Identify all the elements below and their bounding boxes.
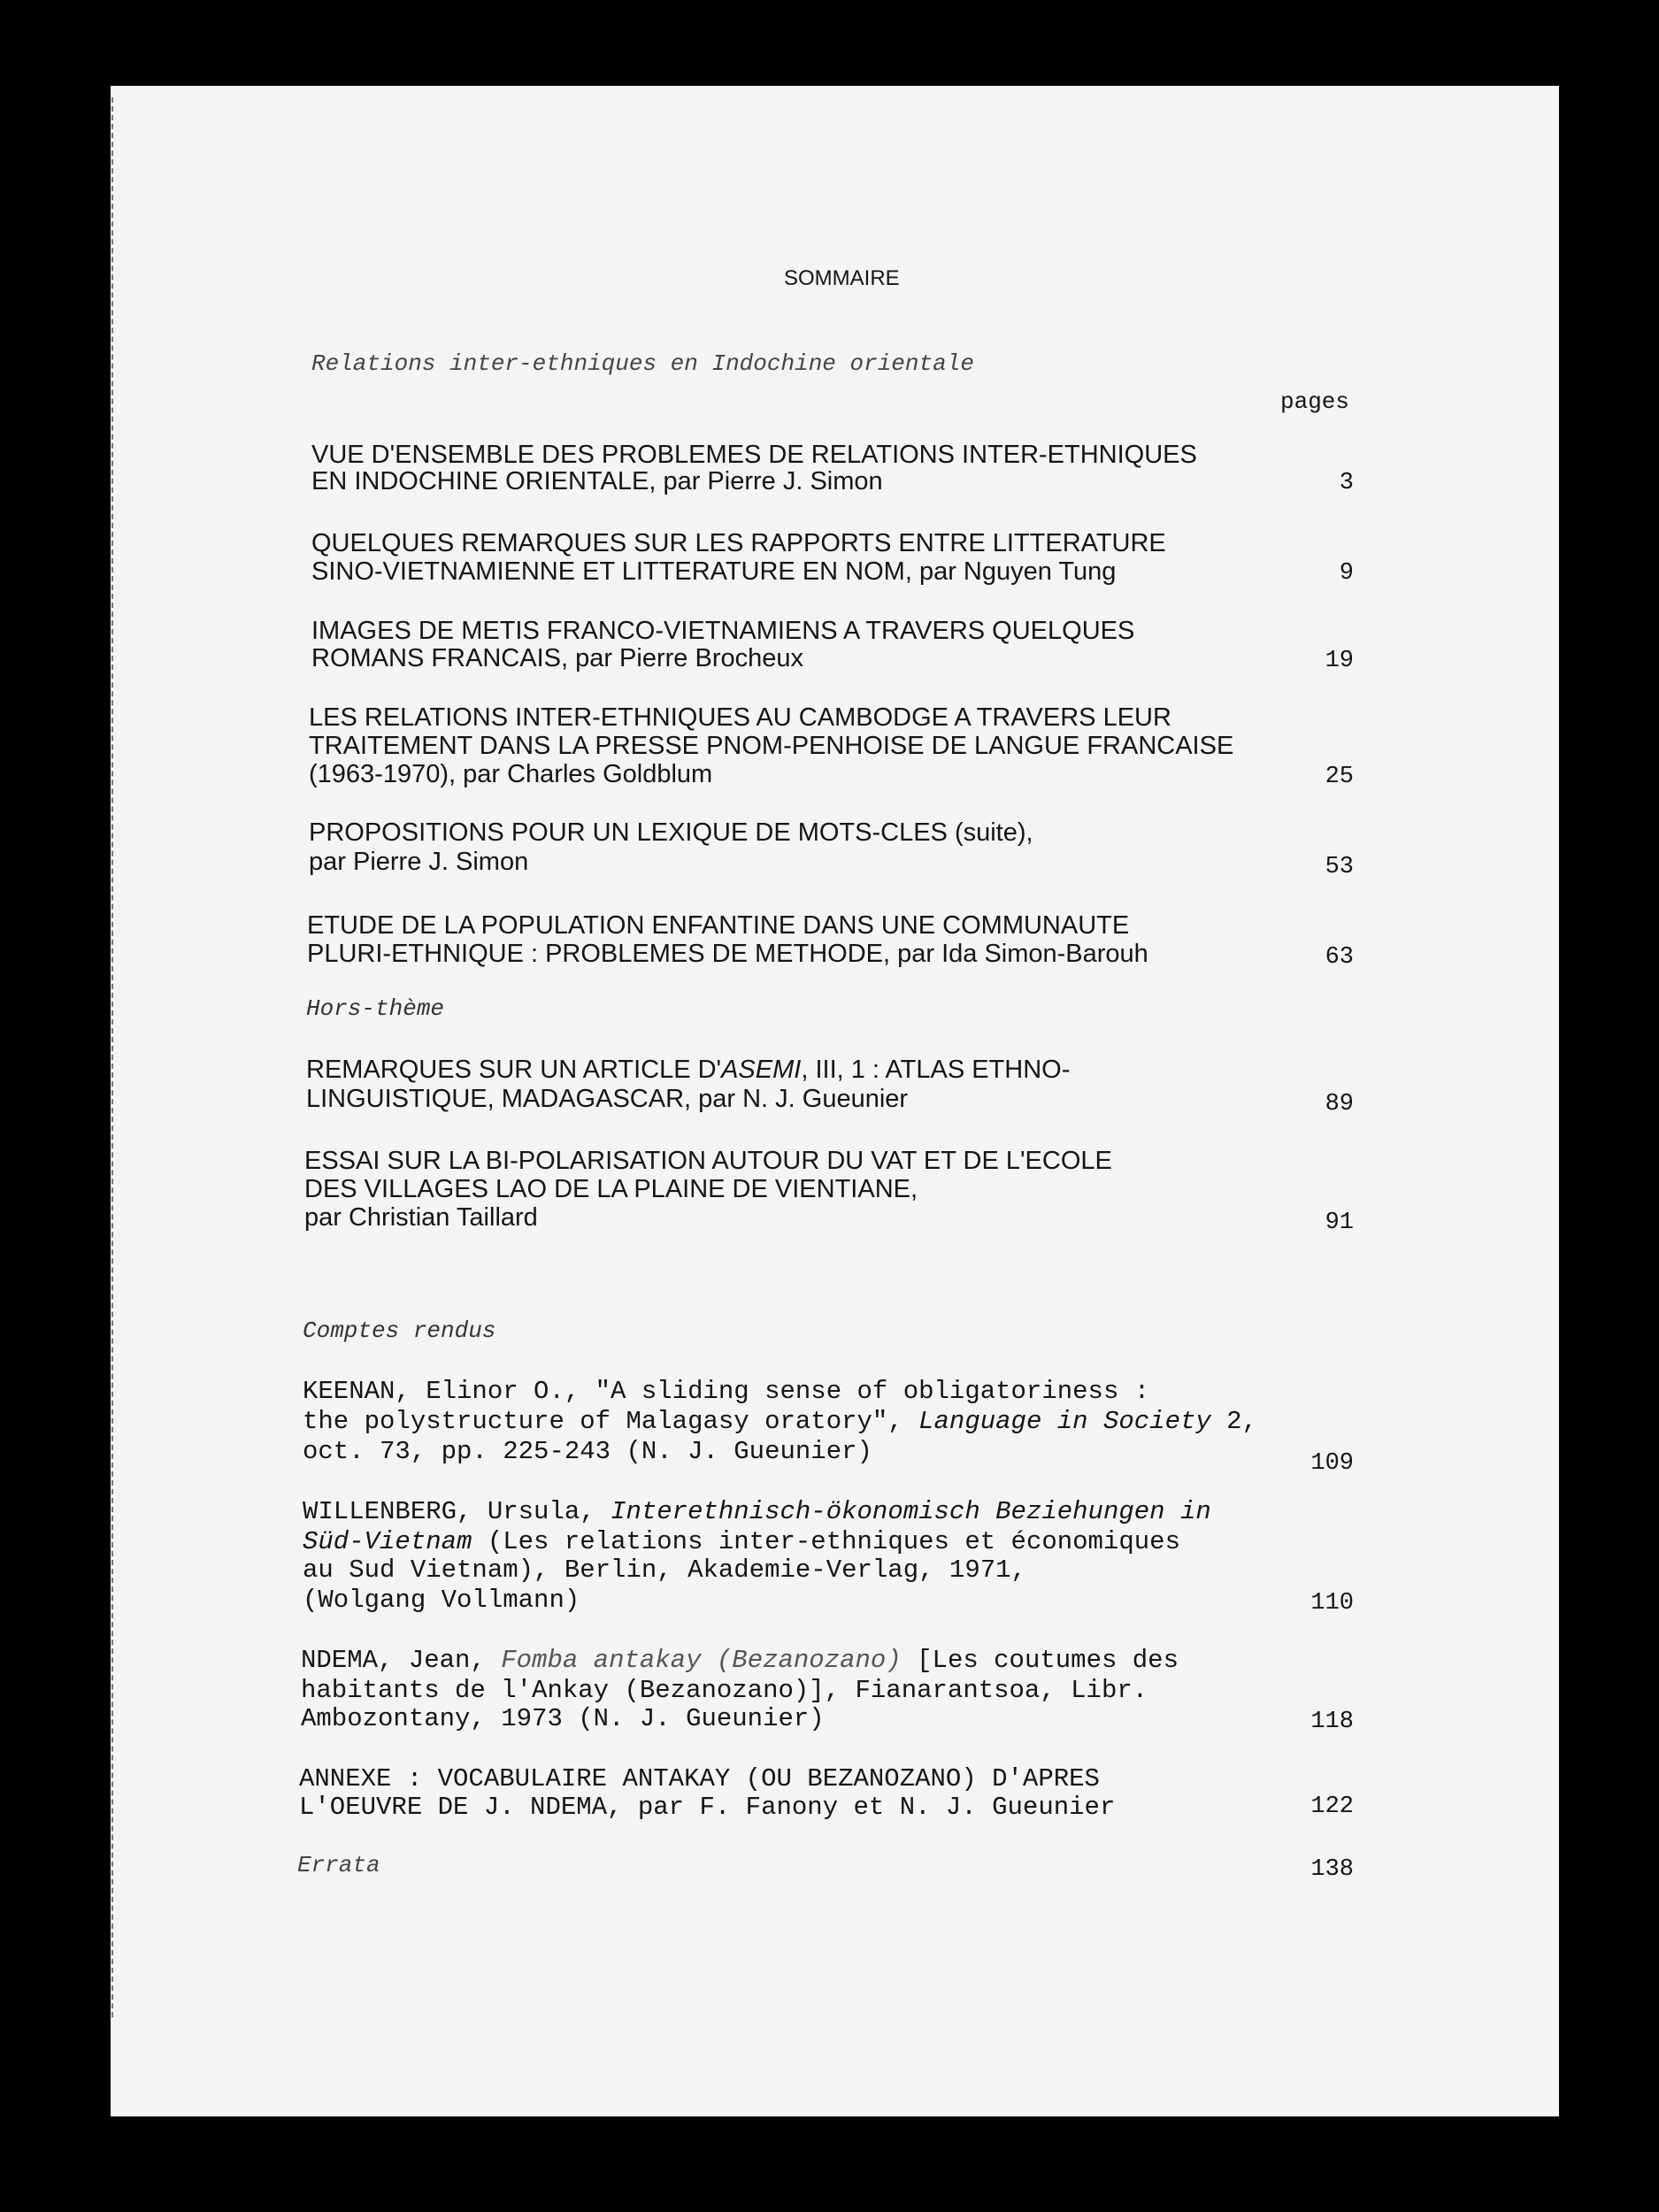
entry-line: VUE D'ENSEMBLE DES PROBLEMES DE RELATIONS INTER-ETHNIQUES: [311, 441, 1197, 469]
entry-line: DES VILLAGES LAO DE LA PLAINE DE VIENTIANE,: [304, 1175, 918, 1203]
entry-line: L'OEUVRE DE J. NDEMA, par F. Fanony et N. J. Gueunier: [299, 1793, 1116, 1822]
entry-line: Süd-Vietnam (Les relations inter-ethniques et économiques: [303, 1527, 1180, 1556]
page-number: 9: [1339, 560, 1354, 587]
entry-line: IMAGES DE METIS FRANCO-VIETNAMIENS A TRAVERS QUELQUES: [311, 617, 1135, 645]
entry-line: Ambozontany, 1973 (N. J. Gueunier): [301, 1704, 825, 1733]
entry-line: the polystructure of Malagasy oratory", Language in Society 2,: [303, 1407, 1257, 1436]
entry-line: REMARQUES SUR UN ARTICLE D'ASEMI, III, 1 : ATLAS ETHNO-: [306, 1056, 1071, 1084]
page-number: 3: [1339, 470, 1354, 496]
pages-column-label: pages: [1280, 388, 1350, 415]
entry-line: SINO-VIETNAMIENNE ET LITTERATURE EN NOM, par Nguyen Tung: [311, 557, 1117, 586]
section-heading-comptes-rendus: Comptes rendus: [303, 1317, 496, 1344]
page-number: 122: [1310, 1793, 1354, 1820]
entry-line: par Pierre J. Simon: [309, 848, 529, 876]
entry-line: (1963-1970), par Charles Goldblum: [309, 760, 713, 788]
entry-line: LINGUISTIQUE, MADAGASCAR, par N. J. Gueunier: [306, 1085, 909, 1113]
page-number: 118: [1310, 1709, 1354, 1735]
page-number: 91: [1325, 1210, 1354, 1236]
entry-line: LES RELATIONS INTER-ETHNIQUES AU CAMBODGE A TRAVERS LEUR: [309, 703, 1171, 732]
page-number: 25: [1325, 764, 1354, 790]
page-number: 53: [1325, 854, 1354, 880]
binding-stitches: [111, 97, 119, 2017]
entry-line: PLURI-ETHNIQUE : PROBLEMES DE METHODE, par Ida Simon-Barouh: [307, 940, 1148, 968]
entry-line: NDEMA, Jean, Fomba antakay (Bezanozano) [Les coutumes des: [301, 1646, 1179, 1675]
entry-line: au Sud Vietnam), Berlin, Akademie-Verlag, 1971,: [303, 1555, 1026, 1585]
entry-line: EN INDOCHINE ORIENTALE, par Pierre J. Simon: [311, 467, 883, 495]
entry-line: KEENAN, Elinor O., "A sliding sense of obligatoriness :: [303, 1377, 1150, 1406]
page-number: 109: [1310, 1450, 1354, 1477]
entry-line: ROMANS FRANCAIS, par Pierre Brocheux: [311, 644, 803, 672]
entry-line: ESSAI SUR LA BI-POLARISATION AUTOUR DU VAT ET DE L'ECOLE: [304, 1147, 1112, 1175]
page-number: 110: [1310, 1590, 1354, 1617]
page-number: 89: [1325, 1091, 1354, 1118]
entry-line: ANNEXE : VOCABULAIRE ANTAKAY (OU BEZANOZANO) D'APRES: [299, 1764, 1100, 1793]
entry-line: par Christian Taillard: [304, 1203, 538, 1232]
page-number: 138: [1310, 1856, 1354, 1883]
entry-line: (Wolgang Vollmann): [303, 1586, 580, 1615]
entry-line: TRAITEMENT DANS LA PRESSE PNOM-PENHOISE DE LANGUE FRANCAISE: [309, 732, 1234, 760]
entry-line: oct. 73, pp. 225-243 (N. J. Gueunier): [303, 1437, 872, 1466]
entry-line: QUELQUES REMARQUES SUR LES RAPPORTS ENTRE LITTERATURE: [311, 529, 1166, 557]
page-number: 19: [1325, 648, 1354, 674]
section-heading-hors-theme: Hors-thème: [306, 995, 445, 1022]
entry-line: habitants de l'Ankay (Bezanozano)], Fianarantsoa, Libr.: [301, 1676, 1148, 1705]
section-heading-main: Relations inter-ethniques en Indochine orientale: [311, 350, 974, 377]
entry-line: PROPOSITIONS POUR UN LEXIQUE DE MOTS-CLES (suite),: [309, 818, 1033, 847]
page-number: 63: [1325, 944, 1354, 971]
errata-label: Errata: [297, 1852, 380, 1878]
entry-line: WILLENBERG, Ursula, Interethnisch-ökonomisch Beziehungen in: [303, 1497, 1211, 1526]
page-title: SOMMAIRE: [784, 266, 900, 290]
entry-line: ETUDE DE LA POPULATION ENFANTINE DANS UNE COMMUNAUTE: [307, 911, 1130, 940]
